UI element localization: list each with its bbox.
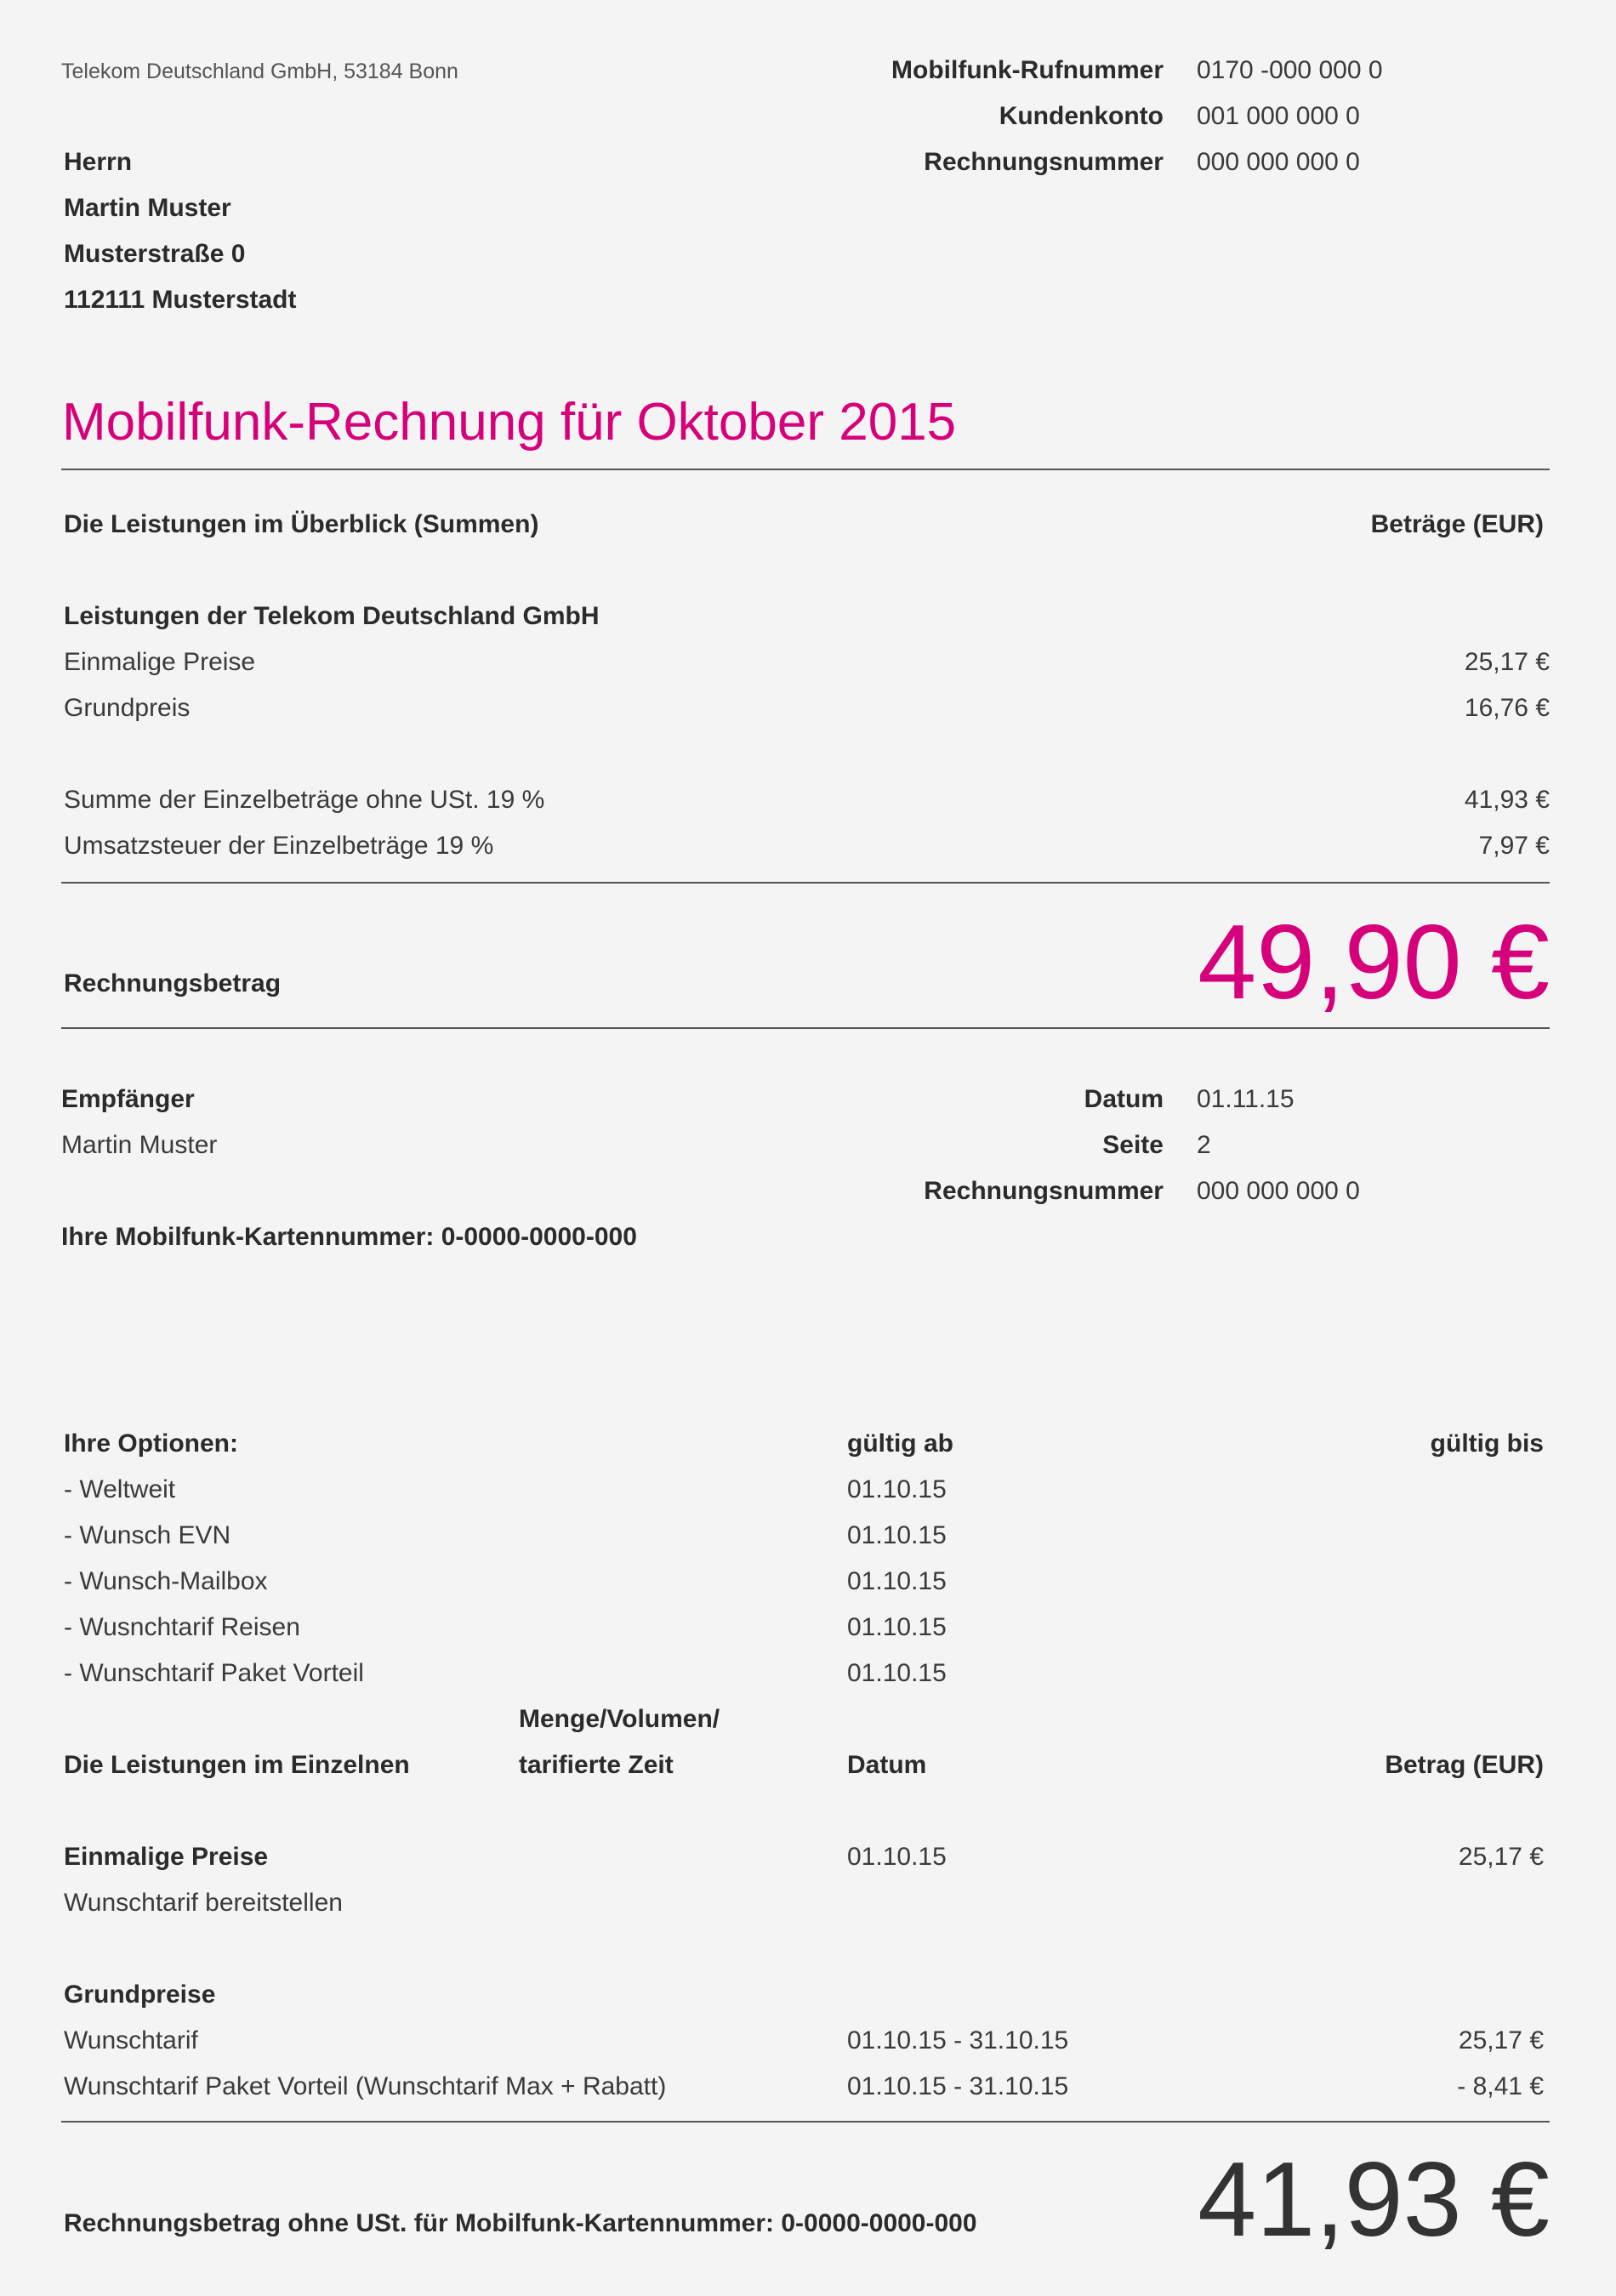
details-col-amount: Betrag (EUR) [1385, 1751, 1544, 1779]
overview-heading: Die Leistungen im Überblick (Summen) [64, 510, 539, 538]
divider [61, 2121, 1550, 2123]
options-col-from: gültig ab [847, 1429, 953, 1458]
option-item-from: 01.10.15 [847, 1475, 947, 1503]
invoice-number-value: 000 000 000 0 [1197, 1177, 1360, 1205]
invoice-number-label: Rechnungsnummer [924, 148, 1164, 176]
overview-row-label: Einmalige Preise [64, 648, 256, 676]
date-value: 01.11.15 [1197, 1085, 1295, 1113]
base-heading: Grundpreise [64, 1981, 216, 2009]
overview-amount-heading: Beträge (EUR) [1370, 510, 1544, 538]
options-col-to: gültig bis [1430, 1429, 1544, 1458]
recipient-heading: Empfänger [61, 1085, 195, 1113]
invoice-number-value: 000 000 000 0 [1197, 148, 1360, 176]
invoice-title: Mobilfunk-Rechnung für Oktober 2015 [62, 393, 957, 452]
option-item-name: - Wunsch-Mailbox [64, 1567, 268, 1595]
address-salutation: Herrn [64, 148, 133, 176]
base-item-value: - 8,41 € [1457, 2072, 1544, 2100]
once-item: Wunschtarif bereitstellen [64, 1889, 343, 1917]
vat-label: Umsatzsteuer der Einzelbeträge 19 % [64, 832, 494, 860]
net-total-label: Rechnungsbetrag ohne USt. für Mobilfunk-Kartennummer: 0-0000-0000-000 [64, 2209, 977, 2237]
option-item-name: - Wusnchtarif Reisen [64, 1613, 300, 1641]
date-label: Datum [1084, 1085, 1164, 1113]
address-name: Martin Muster [64, 194, 231, 222]
once-heading: Einmalige Preise [64, 1843, 269, 1871]
overview-provider: Leistungen der Telekom Deutschland GmbH [64, 602, 600, 630]
base-item-date: 01.10.15 - 31.10.15 [847, 2026, 1069, 2054]
overview-row-value: 16,76 € [1464, 694, 1550, 722]
sender-address: Telekom Deutschland GmbH, 53184 Bonn [61, 60, 458, 83]
option-item-name: - Wunschtarif Paket Vorteil [64, 1659, 364, 1687]
option-item-name: - Weltweit [64, 1475, 176, 1503]
once-value: 25,17 € [1458, 1843, 1544, 1871]
details-col-qty: Menge/Volumen/ [519, 1705, 720, 1733]
base-item-label: Wunschtarif [64, 2026, 198, 2054]
net-sum-value: 41,93 € [1464, 786, 1550, 814]
divider [61, 1027, 1550, 1029]
phone-number-label: Mobilfunk-Rufnummer [891, 56, 1164, 84]
details-col-date: Datum [847, 1751, 927, 1779]
option-item-from: 01.10.15 [847, 1567, 947, 1595]
base-item-label: Wunschtarif Paket Vorteil (Wunschtarif Max + Rabatt) [64, 2072, 667, 2100]
net-sum-label: Summe der Einzelbeträge ohne USt. 19 % [64, 786, 545, 814]
option-item-from: 01.10.15 [847, 1613, 947, 1641]
invoice-total-label: Rechnungsbetrag [64, 969, 282, 997]
options-heading: Ihre Optionen: [64, 1429, 238, 1458]
card-number: Ihre Mobilfunk-Kartennummer: 0-0000-0000-000 [61, 1223, 637, 1251]
option-item-name: - Wunsch EVN [64, 1521, 231, 1549]
customer-account-label: Kundenkonto [999, 102, 1164, 130]
once-date: 01.10.15 [847, 1843, 947, 1871]
page-label: Seite [1102, 1131, 1164, 1159]
divider [61, 882, 1550, 884]
vat-value: 7,97 € [1478, 832, 1550, 860]
recipient-name: Martin Muster [61, 1131, 218, 1159]
page-value: 2 [1197, 1131, 1211, 1159]
base-item-value: 25,17 € [1458, 2026, 1544, 2054]
details-heading: Die Leistungen im Einzelnen [64, 1751, 410, 1779]
base-item-date: 01.10.15 - 31.10.15 [847, 2072, 1069, 2100]
overview-row-label: Grundpreis [64, 694, 191, 722]
phone-number-value: 0170 -000 000 0 [1197, 56, 1383, 84]
details-col-qty-time: tarifierte Zeit [519, 1751, 674, 1779]
address-city: 112111 Musterstadt [64, 286, 297, 314]
net-total-amount: 41,93 € [1198, 2141, 1550, 2259]
invoice-total-amount: 49,90 € [1198, 904, 1550, 1021]
option-item-from: 01.10.15 [847, 1659, 947, 1687]
address-street: Musterstraße 0 [64, 240, 246, 268]
overview-row-value: 25,17 € [1464, 648, 1550, 676]
option-item-from: 01.10.15 [847, 1521, 947, 1549]
divider [61, 469, 1550, 470]
invoice-number-label: Rechnungsnummer [924, 1177, 1164, 1205]
customer-account-value: 001 000 000 0 [1197, 102, 1360, 130]
